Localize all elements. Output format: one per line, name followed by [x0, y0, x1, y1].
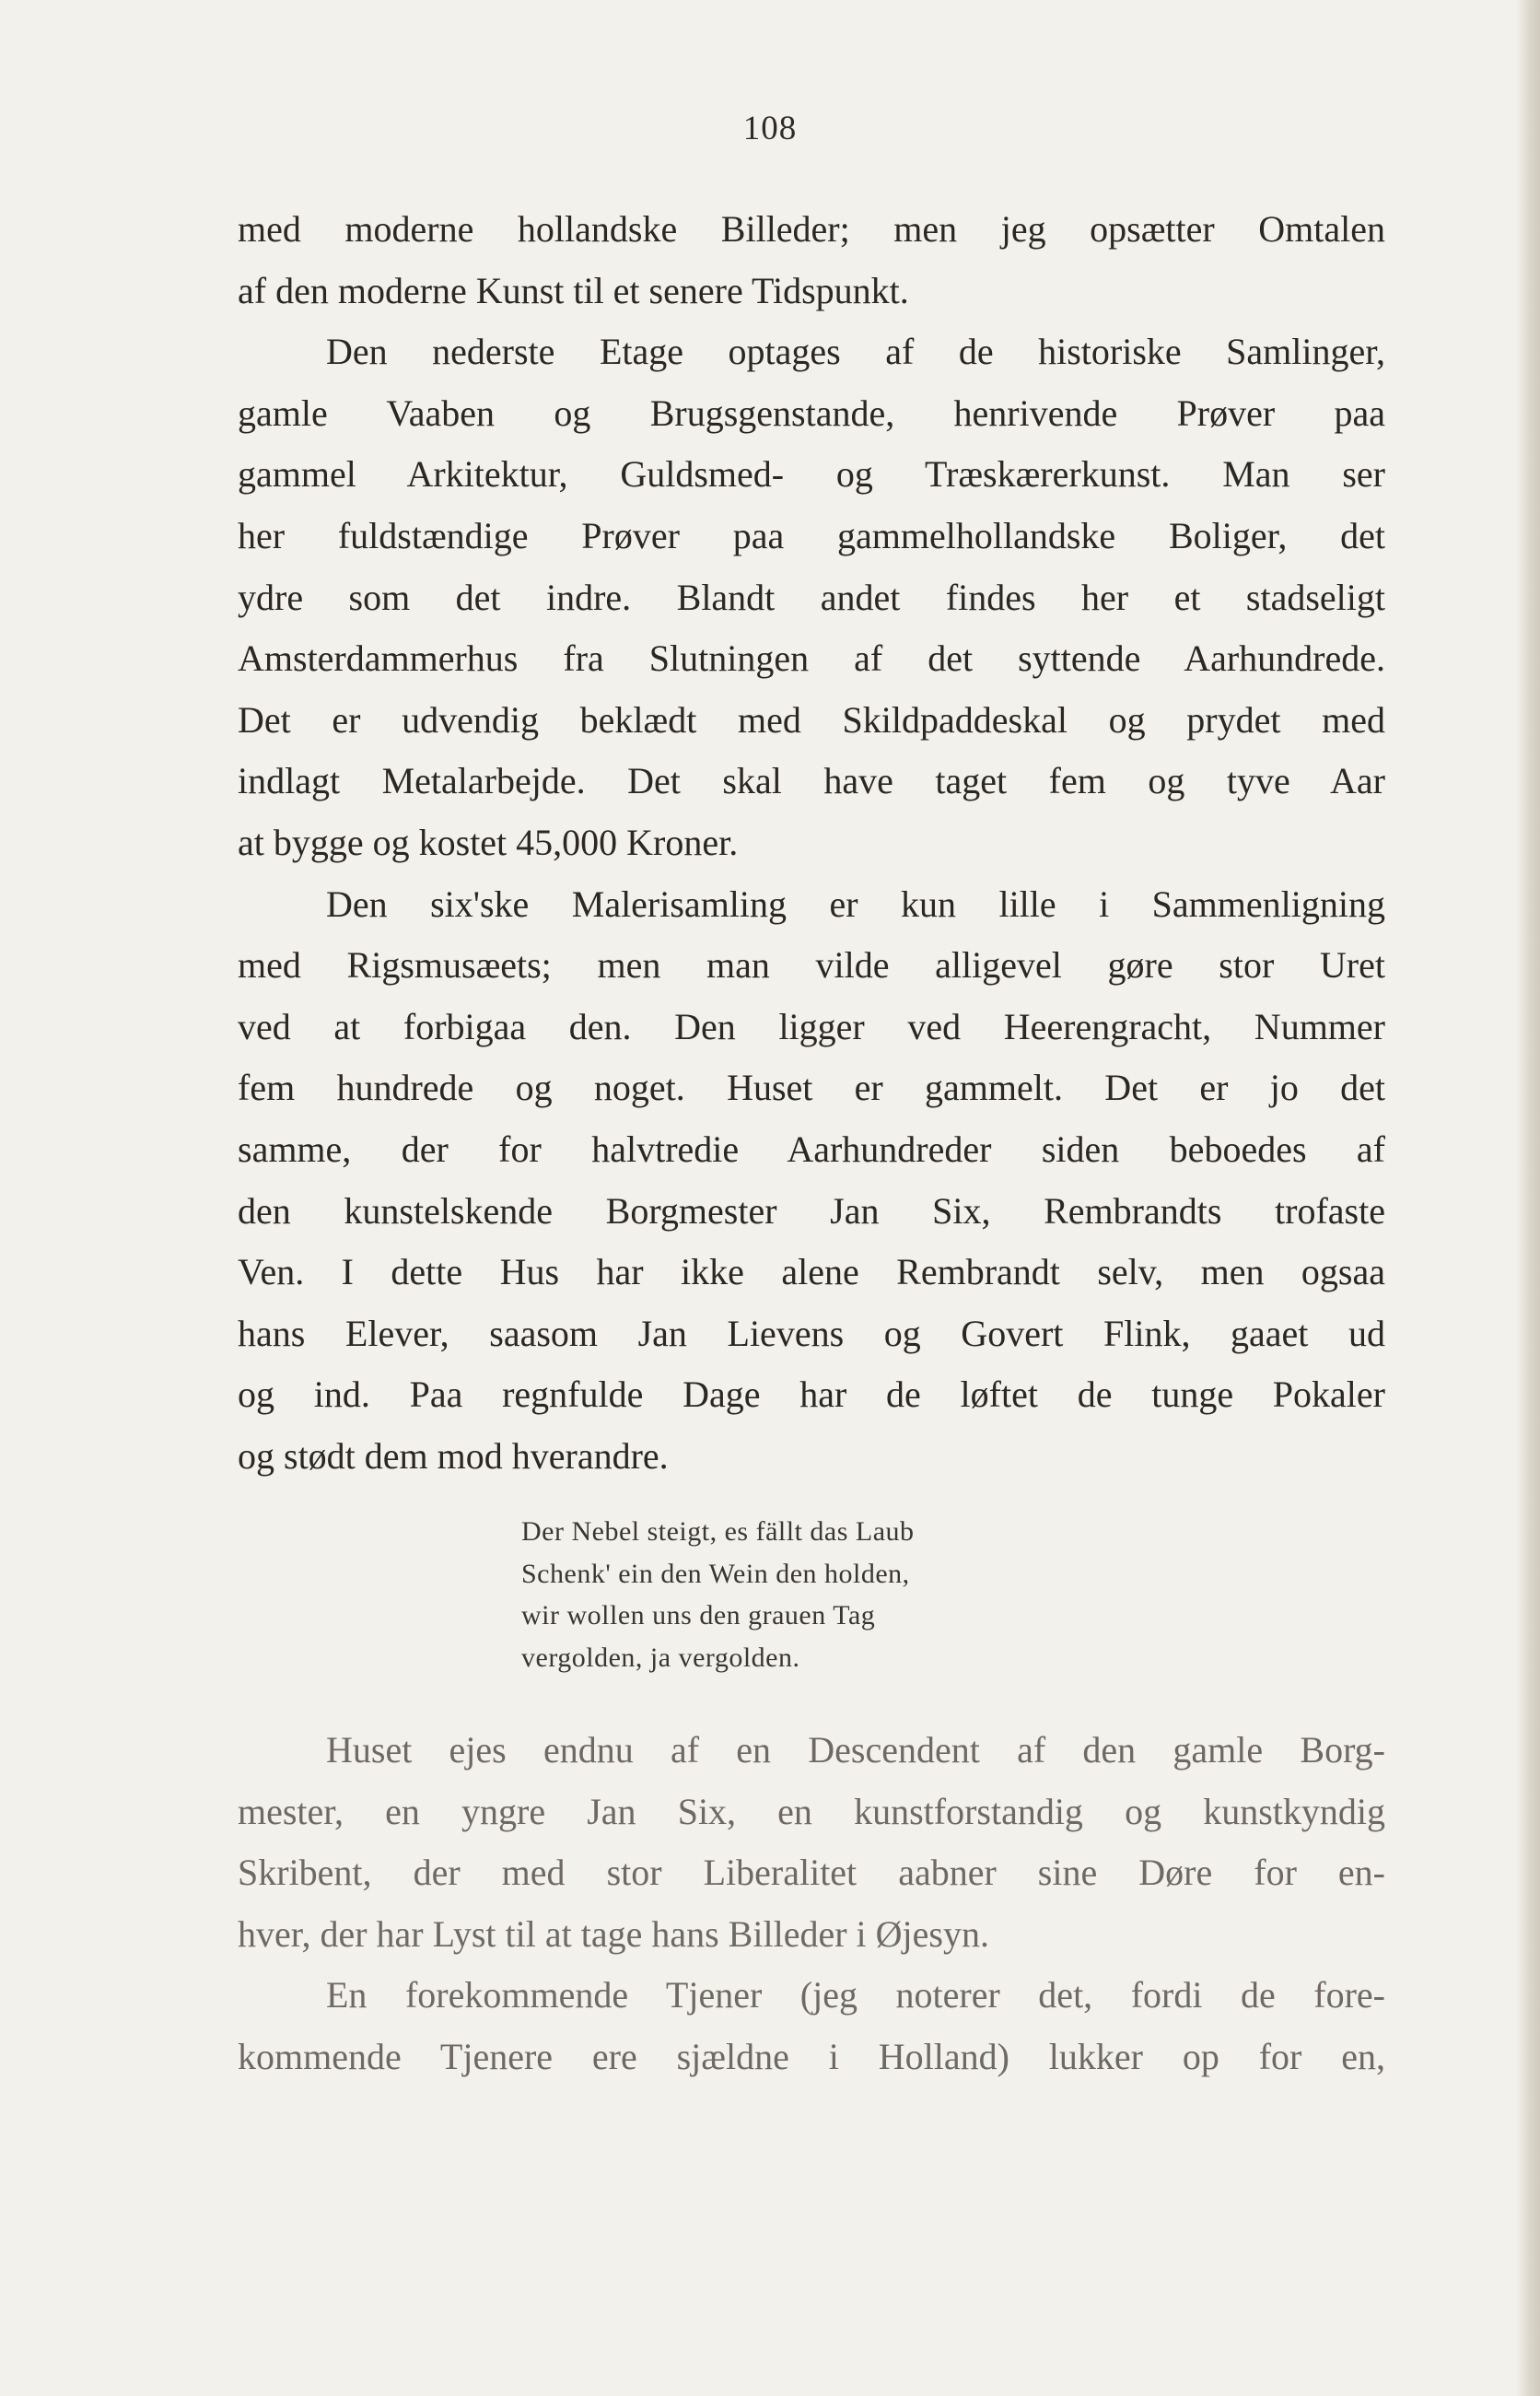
text-line: Huset ejes endnu af en Descendent af den gamle Borg- — [326, 1729, 1385, 1771]
page-edge-shadow — [1516, 0, 1540, 2396]
text-line: indlagt Metalarbejde. Det skal have taget fem og tyve Aar — [238, 760, 1385, 802]
text-line: Skribent, der med stor Liberalitet aabner sine Døre for en- — [238, 1852, 1385, 1894]
text-line: ved at forbigaa den. Den ligger ved Heerengracht, Nummer — [238, 1005, 1385, 1047]
text-line: Den nederste Etage optages af de historiske Samlinger, — [326, 331, 1385, 373]
verse-line: Der Nebel steigt, es fällt das Laub — [521, 1516, 915, 1547]
page-number: 108 — [742, 110, 798, 147]
paragraph — [238, 1965, 1385, 2087]
text-line: med Rigsmusæets; men man vilde alligevel gøre stor Uret — [238, 944, 1385, 987]
verse-line: Schenk' ein den Wein den holden, — [521, 1558, 910, 1589]
text-line: Ven. I dette Hus har ikke alene Rembrandt selv, men ogsaa — [238, 1251, 1385, 1293]
text-line: hver, der har Lyst til at tage hans Billeder i Øjesyn. — [238, 1912, 989, 1955]
text-line: fem hundrede og noget. Huset er gammelt. Det er jo det — [238, 1067, 1385, 1109]
text-line: gammel Arkitektur, Guldsmed- og Træskærerkunst. Man ser — [238, 453, 1385, 496]
text-line: og stødt dem mod hverandre. — [238, 1434, 669, 1477]
text-line: hans Elever, saasom Jan Lievens og Govert Flink, gaaet ud — [238, 1312, 1385, 1354]
paragraph — [238, 1720, 1385, 1965]
text-line: Det er udvendig beklædt med Skildpaddeskal og prydet med — [238, 698, 1385, 741]
paragraph — [238, 199, 1385, 321]
text-line: samme, der for halvtredie Aarhundreder siden beboedes af — [238, 1128, 1385, 1170]
text-line: En forekommende Tjener (jeg noterer det, fordi de fore- — [326, 1974, 1385, 2016]
verse-line: vergolden, ja vergolden. — [521, 1642, 800, 1673]
text-line: mester, en yngre Jan Six, en kunstforstandig og kunstkyndig — [238, 1790, 1385, 1832]
paragraph — [238, 874, 1385, 1488]
text-line: ydre som det indre. Blandt andet findes her et stadseligt — [238, 576, 1385, 618]
text-line: her fuldstændige Prøver paa gammelhollandske Boliger, det — [238, 514, 1385, 556]
verse-line: wir wollen uns den grauen Tag — [521, 1600, 876, 1631]
text-line: og ind. Paa regnfulde Dage har de løftet de tunge Pokaler — [238, 1373, 1385, 1416]
text-line: kommende Tjenere ere sjældne i Holland) lukker op for en, — [238, 2035, 1385, 2077]
text-line: at bygge og kostet 45,000 Kroner. — [238, 821, 739, 863]
text-line: den kunstelskende Borgmester Jan Six, Rembrandts trofaste — [238, 1189, 1385, 1232]
verse-quote — [521, 1511, 1111, 1678]
text-line: Den six'ske Malerisamling er kun lille i Sammenligning — [326, 882, 1385, 925]
text-line: gamle Vaaben og Brugsgenstande, henrivende Prøver paa — [238, 392, 1385, 434]
body-text — [238, 199, 1385, 1487]
text-line: af den moderne Kunst til et senere Tidspunkt. — [238, 269, 909, 311]
paragraph — [238, 321, 1385, 873]
body-text-continued — [238, 1720, 1385, 2088]
text-line: Amsterdammerhus fra Slutningen af det syttende Aarhundrede. — [238, 637, 1385, 680]
text-line: med moderne hollandske Billeder; men jeg opsætter Omtalen — [238, 208, 1385, 250]
